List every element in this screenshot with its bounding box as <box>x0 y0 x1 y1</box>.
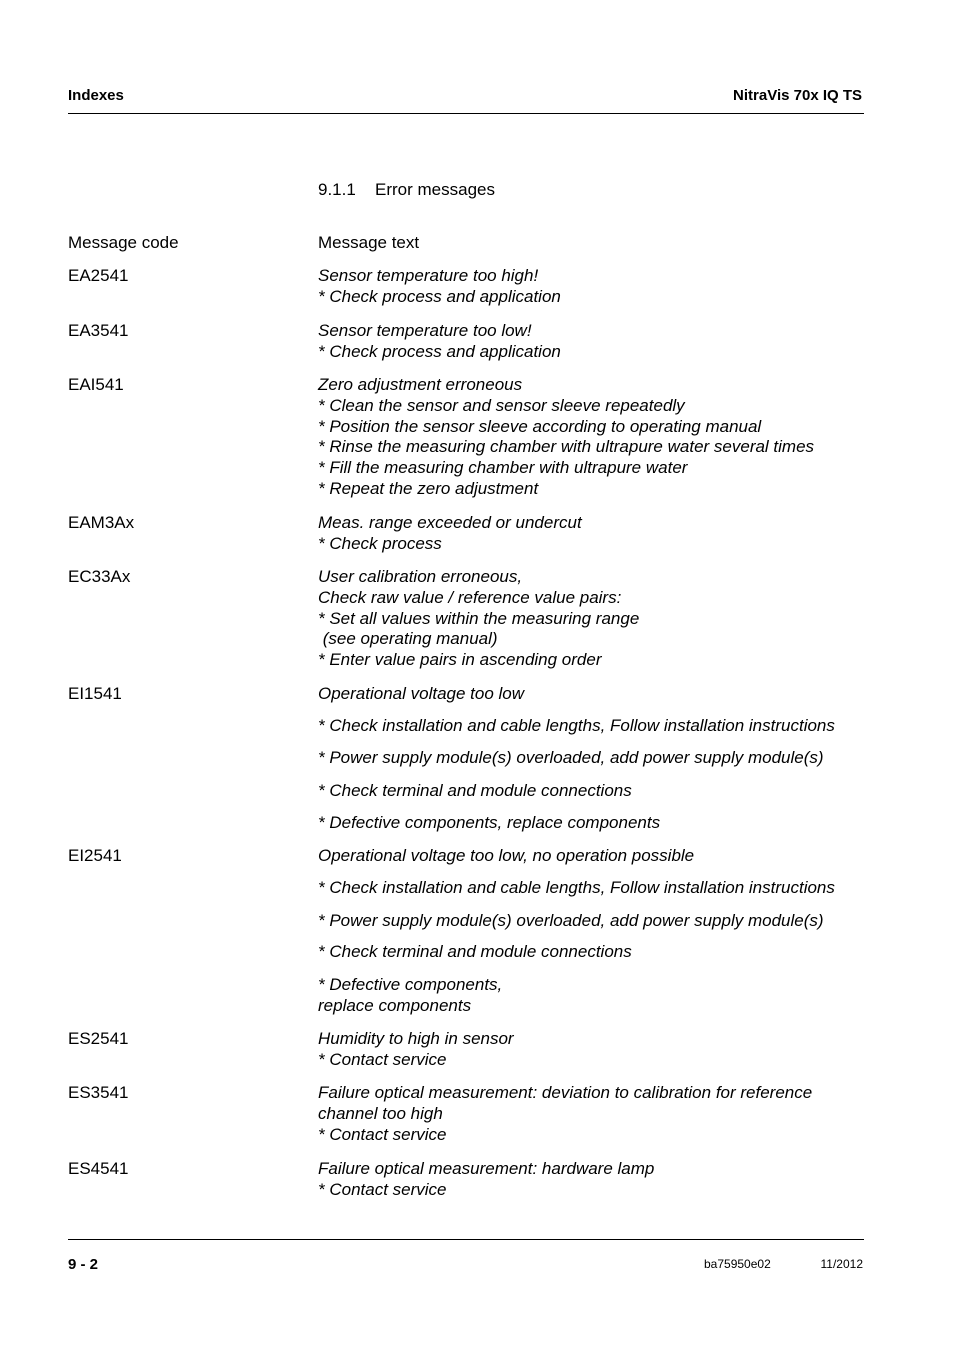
message-line: Operational voltage too low, no operation possible <box>318 846 695 865</box>
document-id: ba75950e02 <box>704 1257 771 1271</box>
message-text <box>318 748 824 769</box>
message-line: * Position the sensor sleeve according to operating manual <box>318 416 762 436</box>
section-number: 9.1.1 <box>318 180 356 199</box>
message-line: replace components <box>318 995 472 1015</box>
message-line: * Check process and application <box>318 286 561 306</box>
message-line: * Check process and application <box>318 341 561 361</box>
message-text <box>318 878 835 899</box>
header-rule <box>68 113 864 114</box>
message-text <box>318 1029 514 1071</box>
document-date: 11/2012 <box>820 1257 863 1271</box>
message-line: * Contact service <box>318 1124 447 1144</box>
message-line: Failure optical measurement: hardware lamp <box>318 1159 655 1178</box>
message-code: EAI541 <box>68 375 124 394</box>
column-header-code: Message code <box>68 233 179 252</box>
message-line: Check raw value / reference value pairs: <box>318 587 622 607</box>
message-text <box>318 1159 654 1201</box>
message-line: * Defective components, replace components <box>318 813 661 832</box>
message-text <box>318 813 660 834</box>
message-text <box>318 911 824 932</box>
message-line: * Contact service <box>318 1179 447 1199</box>
message-text <box>318 513 582 555</box>
page-header-right: NitraVis 70x IQ TS <box>733 87 862 104</box>
message-code: ES3541 <box>68 1083 129 1102</box>
message-code: EAM3Ax <box>68 513 135 532</box>
footer-rule <box>68 1239 864 1240</box>
message-line: Failure optical measurement: deviation to calibration for reference <box>318 1083 813 1102</box>
message-code: EC33Ax <box>68 567 131 586</box>
message-line: * Defective components, <box>318 975 503 994</box>
message-line: * Rinse the measuring chamber with ultrapure water several times <box>318 437 815 457</box>
message-line: Operational voltage too low <box>318 684 525 703</box>
message-line: User calibration erroneous, <box>318 567 523 586</box>
message-line: * Power supply module(s) overloaded, add power supply module(s) <box>318 748 824 767</box>
message-line: * Fill the measuring chamber with ultrapure water <box>318 458 688 478</box>
section-title <box>318 180 495 200</box>
message-line: * Check process <box>318 533 442 553</box>
message-line: * Repeat the zero adjustment <box>318 478 539 498</box>
message-line: * Check installation and cable lengths, Follow installation instructions <box>318 878 835 897</box>
page-header-left: Indexes <box>68 87 124 104</box>
message-code: ES4541 <box>68 1159 129 1178</box>
column-header-text: Message text <box>318 233 420 252</box>
message-text <box>318 781 632 802</box>
message-line: * Clean the sensor and sensor sleeve repeatedly <box>318 395 685 415</box>
message-line: (see operating manual) <box>318 629 498 649</box>
message-text <box>318 846 694 867</box>
message-code: EI2541 <box>68 846 122 865</box>
message-code: EI1541 <box>68 684 122 703</box>
message-line: Zero adjustment erroneous <box>318 375 523 394</box>
message-text <box>318 684 524 705</box>
section-heading: Error messages <box>375 180 495 199</box>
message-text <box>318 942 632 963</box>
message-line: Sensor temperature too low! <box>318 321 532 340</box>
message-text <box>318 321 561 363</box>
message-code: EA2541 <box>68 266 129 285</box>
message-text <box>318 975 502 1017</box>
message-line: * Enter value pairs in ascending order <box>318 650 602 670</box>
message-line: Humidity to high in sensor <box>318 1029 514 1048</box>
message-text <box>318 567 639 671</box>
message-line: channel too high <box>318 1103 443 1123</box>
message-text <box>318 375 814 500</box>
message-text <box>318 266 561 308</box>
message-code: EA3541 <box>68 321 129 340</box>
message-text <box>318 1083 812 1145</box>
message-line: Sensor temperature too high! <box>318 266 539 285</box>
message-line: * Set all values within the measuring range <box>318 608 640 628</box>
message-line: * Check terminal and module connections <box>318 942 632 961</box>
page-number: 9 - 2 <box>68 1256 99 1273</box>
message-line: Meas. range exceeded or undercut <box>318 513 582 532</box>
message-code: ES2541 <box>68 1029 129 1048</box>
message-line: * Contact service <box>318 1049 447 1069</box>
message-text <box>318 716 835 737</box>
message-line: * Check terminal and module connections <box>318 781 632 800</box>
message-line: * Check installation and cable lengths, Follow installation instructions <box>318 716 835 735</box>
message-line: * Power supply module(s) overloaded, add power supply module(s) <box>318 911 824 930</box>
